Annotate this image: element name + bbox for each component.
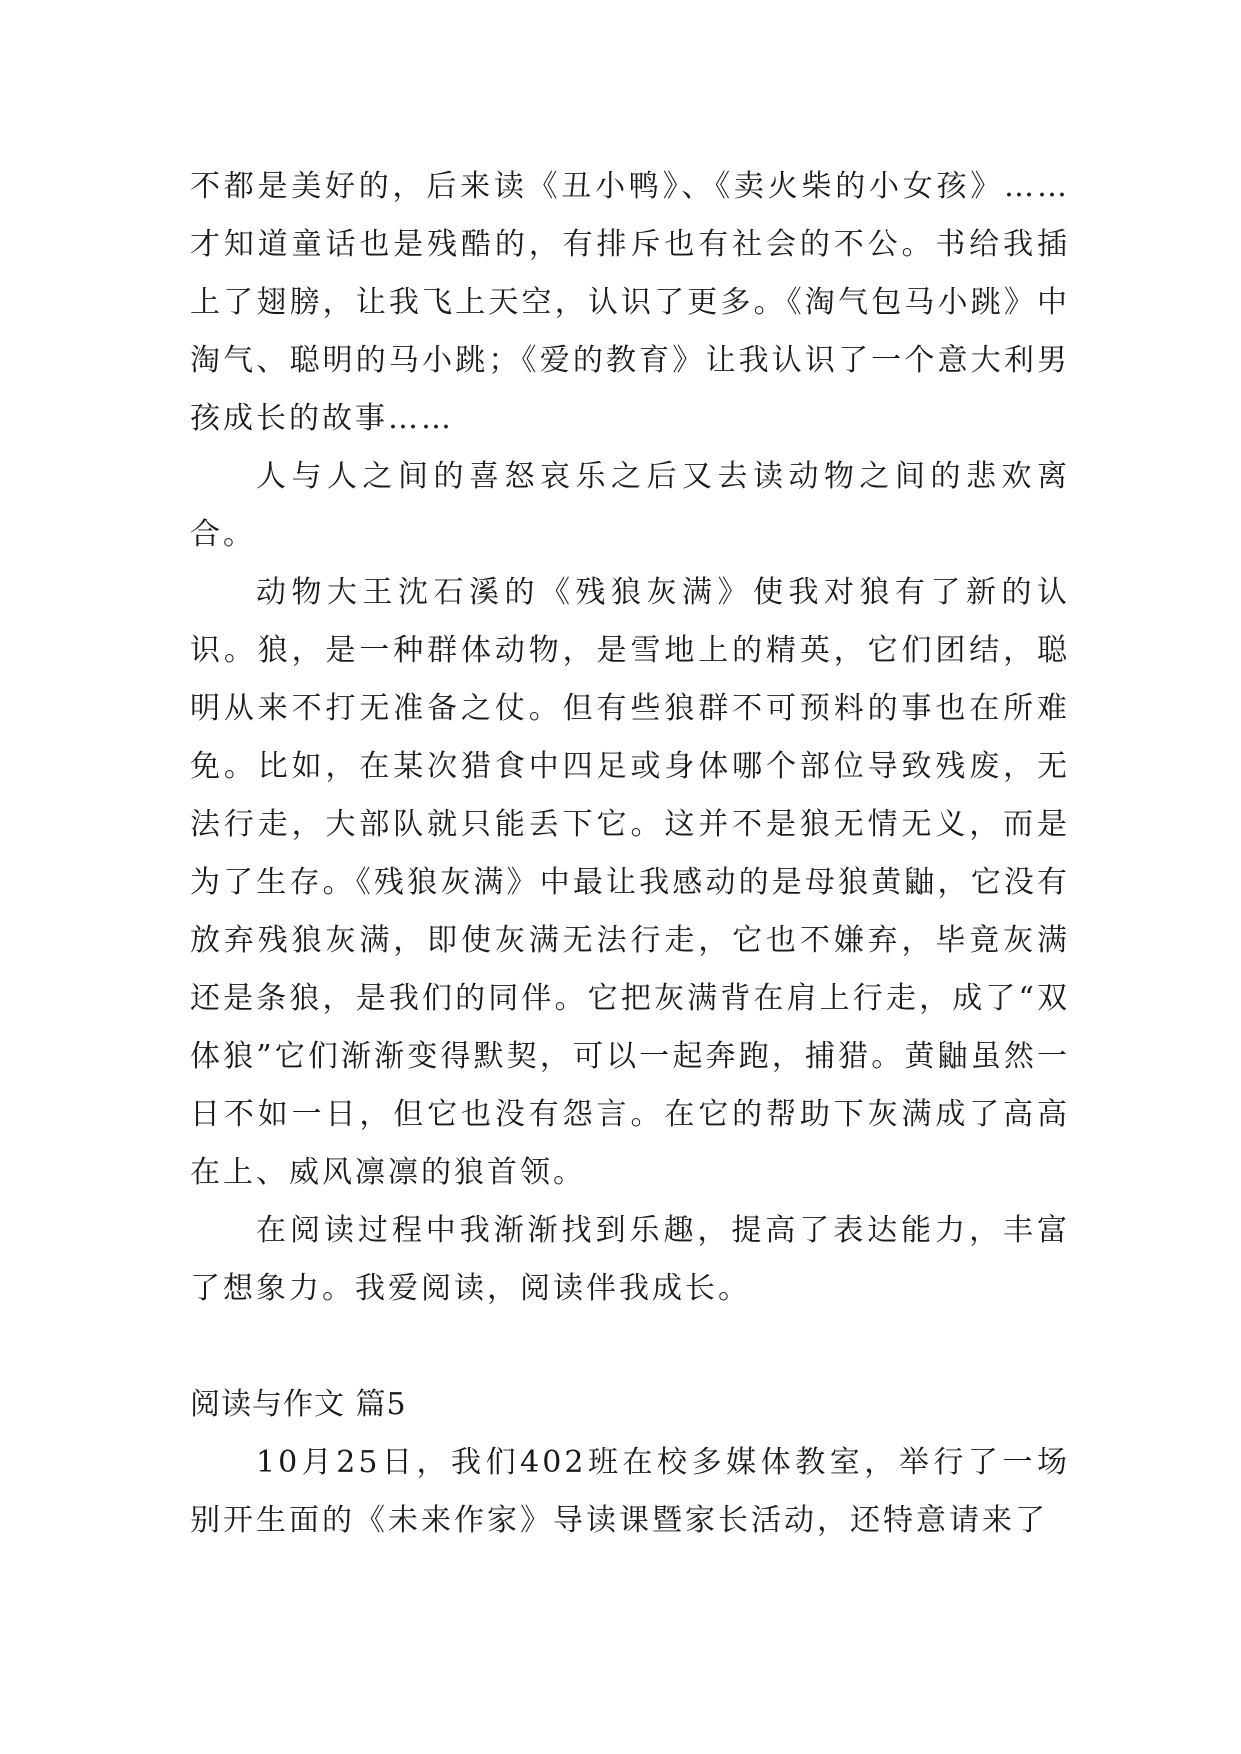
paragraph: 不都是美好的，后来读《丑小鸭》、《卖火柴的小女孩》……才知道童话也是残酷的，有排斥也有社会的不公。书给我插上了翅膀，让我飞上天空，认识了更多。《淘气包马小跳》中淘气、聪明的马小跳；《爱的教育》让我认识了一个意大利男孩成长的故事…… xyxy=(190,169,1070,436)
section-heading: 阅读与作文 篇5 xyxy=(190,1387,407,1422)
document-page xyxy=(190,158,1070,1550)
paragraph: 动物大王沈石溪的《残狼灰满》使我对狼有了新的认识。狼，是一种群体动物，是雪地上的精英，它们团结，聪明从来不打无准备之仗。但有些狼群不可预料的事也在所难免。比如，在某次猎食中四足或身体哪个部位导致残废，无法行走，大部队就只能丢下它。这并不是狼无情无义，而是为了生存。《残狼灰满》中最让我感动的是母狼黄鼬，它没有放弃残狼灰满，即使灰满无法行走，它也不嫌弃，毕竟灰满还是条狼，是我们的同伴。它把灰满背在肩上行走，成了“双体狼”它们渐渐变得默契，可以一起奔跑，捕猎。黄鼬虽然一日不如一日，但它也没有怨言。在它的帮助下灰满成了高高在上、威风凛凛的狼首领。 xyxy=(190,575,1070,1190)
paragraph: 10月25日，我们402班在校多媒体教室，举行了一场别开生面的《未来作家》导读课暨家长活动，还特意请来了 xyxy=(190,1445,1070,1538)
paragraph: 在阅读过程中我渐渐找到乐趣，提高了表达能力，丰富了想象力。我爱阅读，阅读伴我成长。 xyxy=(190,1213,1070,1306)
paragraph: 人与人之间的喜怒哀乐之后又去读动物之间的悲欢离合。 xyxy=(190,459,1070,552)
